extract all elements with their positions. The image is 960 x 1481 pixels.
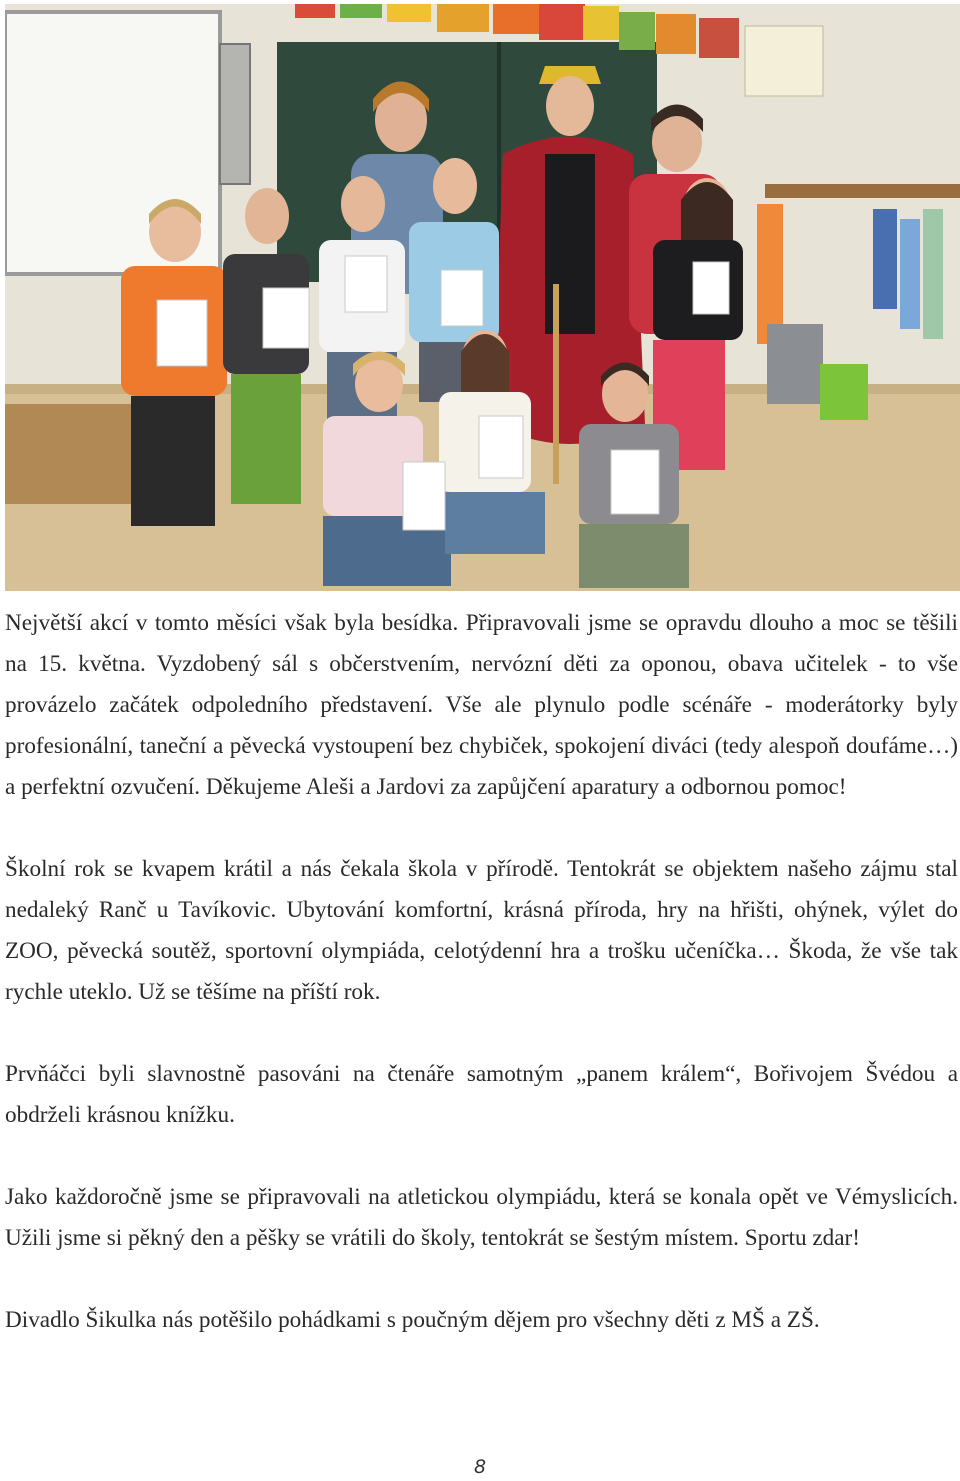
article-text	[5, 603, 958, 1341]
class-photo	[5, 4, 960, 591]
paragraph-olympiada: Jako každoročně jsme se připravovali na atletickou olympiádu, která se konala opět ve Vémyslicích. Užili jsme si pěkný den a pěšky se vrátili do školy, tentokrát se šestým místem. Sportu zdar!	[5, 1184, 958, 1251]
paragraph-skola-v-prirode: Školní rok se kvapem krátil a nás čekala škola v přírodě. Tentokrát se objektem našeho zájmu stal nedaleký Ranč u Tavíkovic. Ubytování komfortní, krásná příroda, hry na hřišti, ohýnek, výlet do ZOO, pěvecká soutěž, sportovní olympiáda, celotýdenní hra a trošku učeníčka… Škoda, že vše tak rychle uteklo. Už se těšíme na příští rok.	[5, 856, 958, 1005]
paragraph-pasovani: Prvňáčci byli slavnostně pasováni na čtenáře samotným „panem králem“, Bořivojem Švédou a obdrželi krásnou knížku.	[5, 1061, 958, 1128]
page-number: 8	[473, 1456, 487, 1478]
paragraph-divadlo: Divadlo Šikulka nás potěšilo pohádkami s poučným dějem pro všechny děti z MŠ a ZŠ.	[5, 1307, 820, 1333]
class-photo-illustration	[5, 4, 960, 591]
paragraph-besidka: Největší akcí v tomto měsíci však byla besídka. Připravovali jsme se opravdu dlouho a moc se těšili na 15. května. Vyzdobený sál s občerstvením, nervózní děti za oponou, obava učitelek - to vše provázelo začátek odpoledního představení. Vše ale plynulo podle scénáře - moderátorky byly profesionální, taneční a pěvecká vystoupení bez chybiček, spokojení diváci (tedy alespoň doufáme…) a perfektní ozvučení. Děkujeme Aleši a Jardovi za zapůjčení aparatury a odbornou pomoc!	[5, 610, 958, 800]
